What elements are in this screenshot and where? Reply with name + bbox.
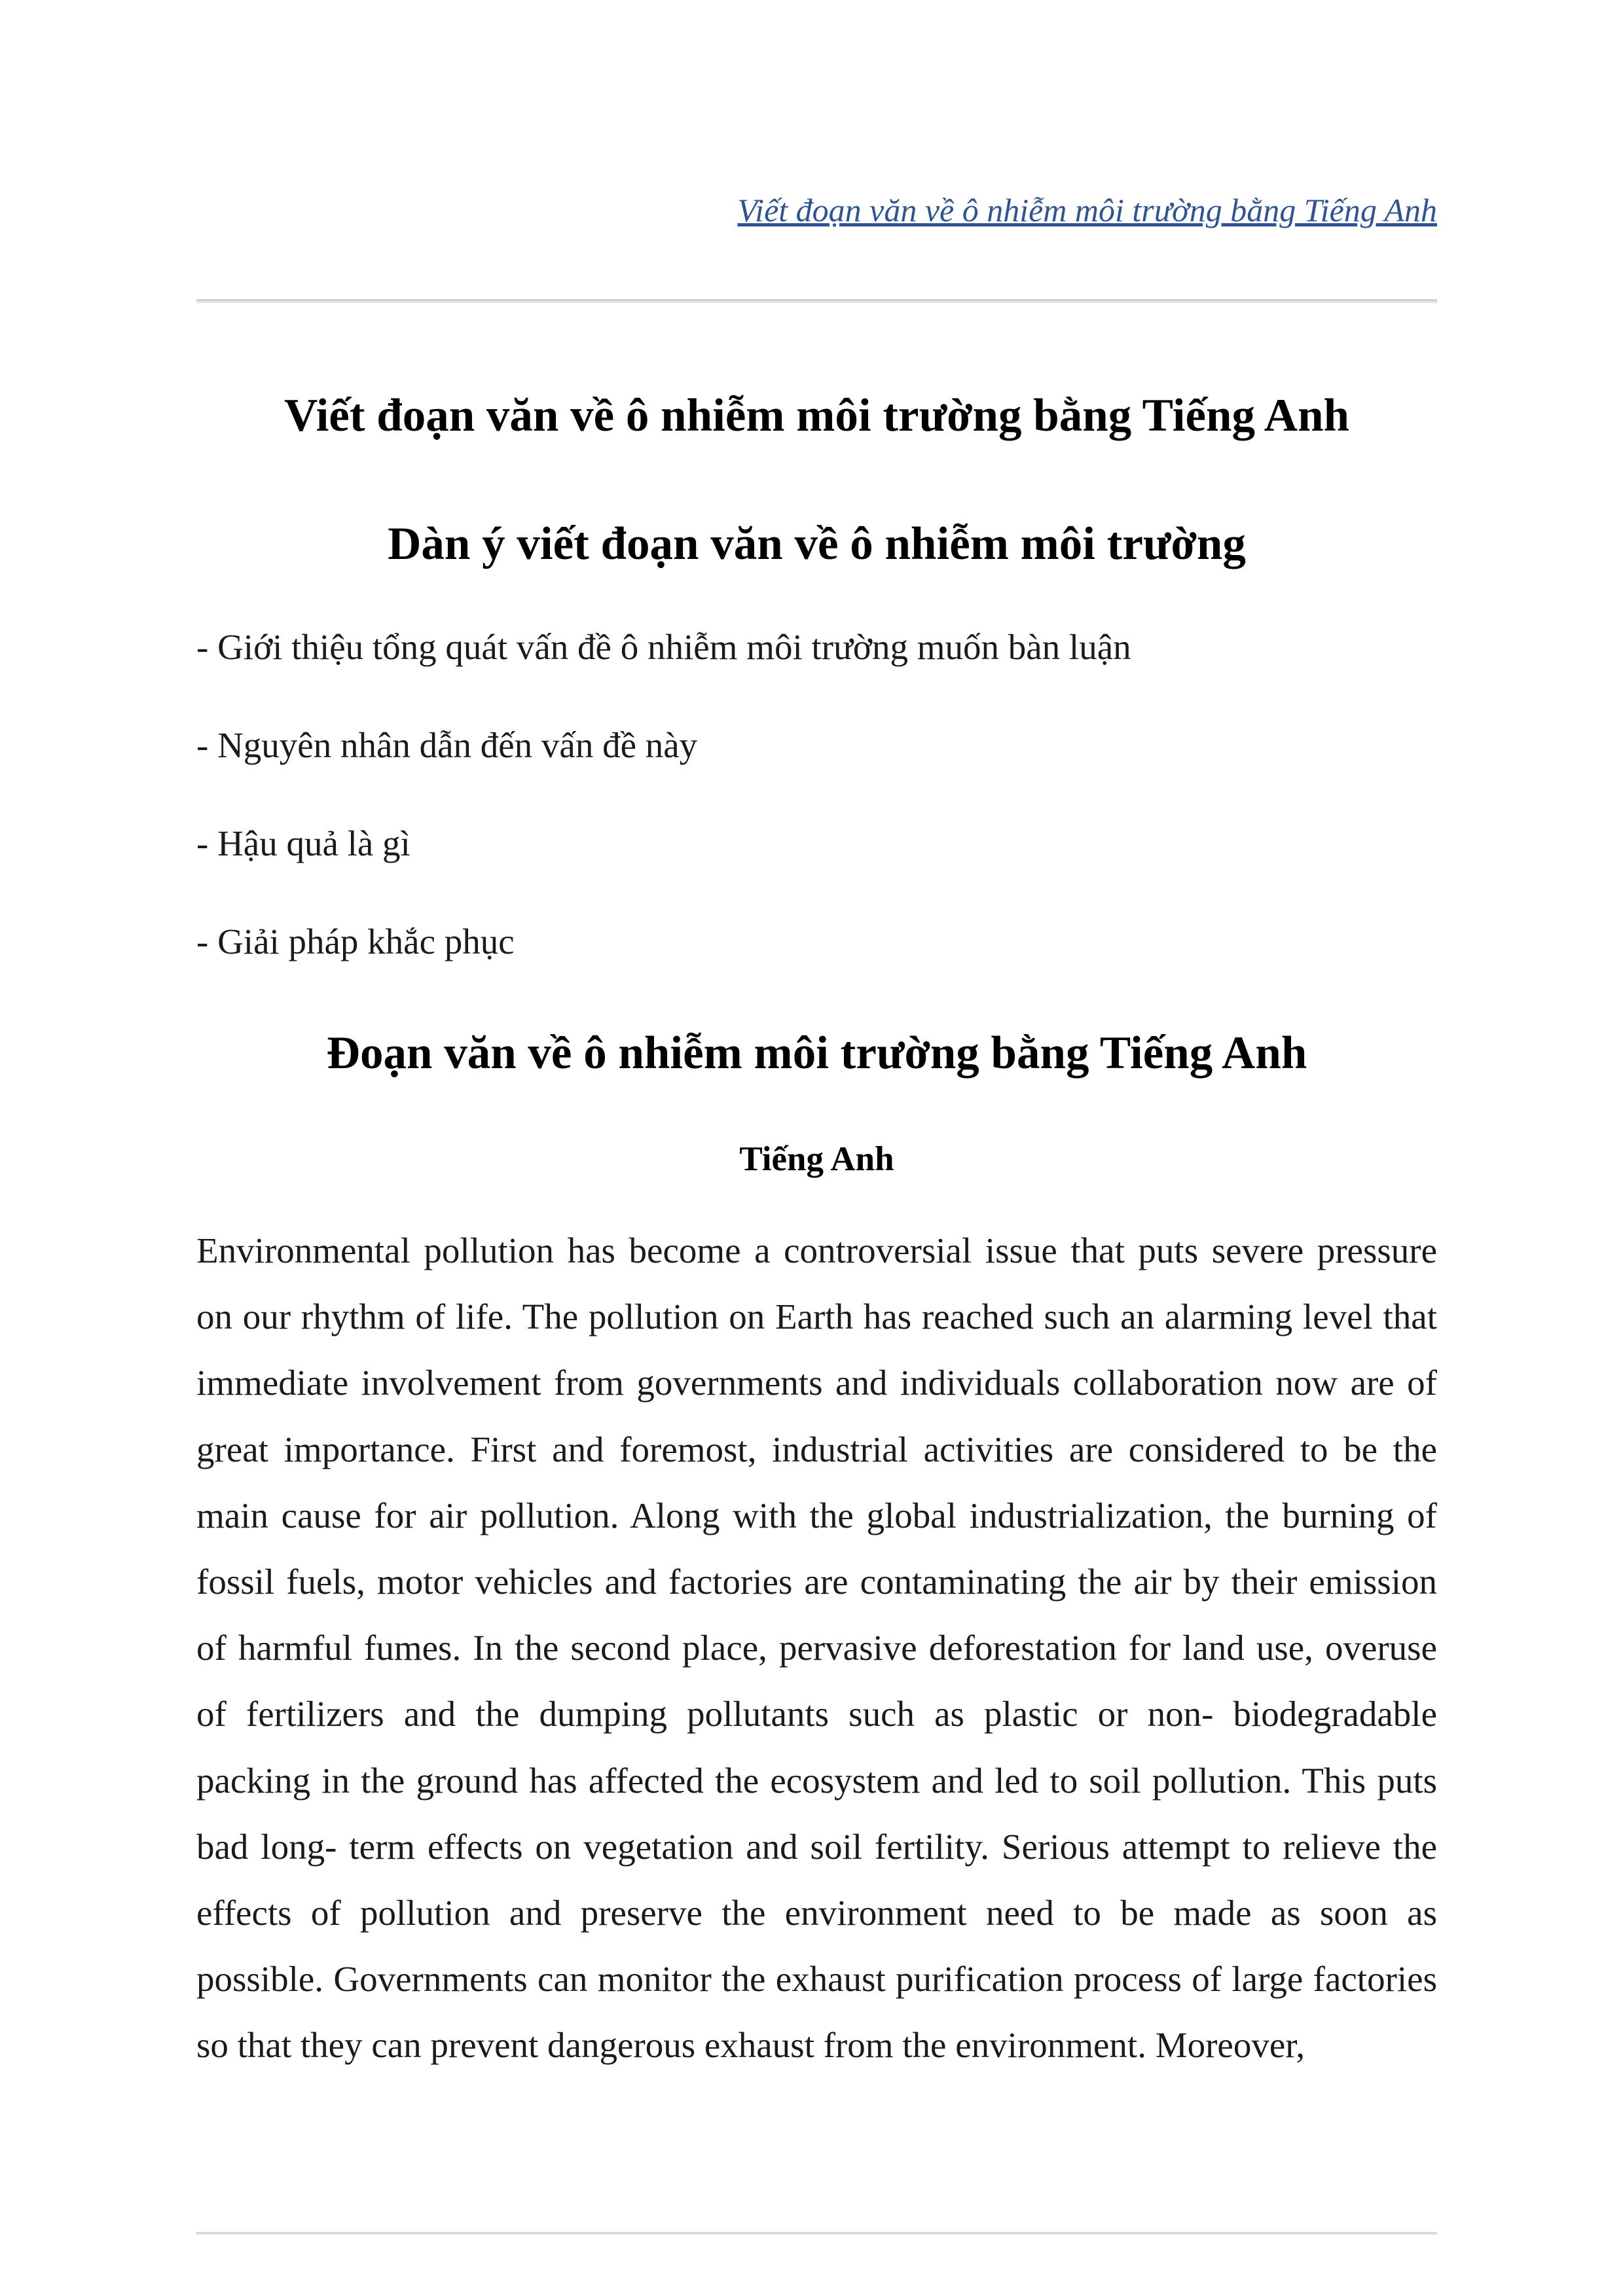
footer-divider <box>196 2232 1437 2234</box>
document-title: Viết đoạn văn về ô nhiễm môi trường bằng Tiếng Anh <box>283 390 1350 441</box>
language-heading: Tiếng Anh <box>739 1140 894 1178</box>
outline-item: - Giới thiệu tổng quát vấn đề ô nhiễm môi trường muốn bàn luận <box>196 627 1131 667</box>
outline-item: - Hậu quả là gì <box>196 823 410 863</box>
outline-item: - Nguyên nhân dẫn đến vấn đề này <box>196 725 698 765</box>
document-body <box>196 367 1437 2079</box>
outline-list <box>196 598 1437 991</box>
header-divider <box>196 299 1437 303</box>
outline-item: - Giải pháp khắc phục <box>196 922 515 961</box>
body-paragraph: Environmental pollution has become a controversial issue that puts severe pressure on our rhythm of life. The pollution on Earth has reached such an alarming level that immediate involvement from governments and individuals collaboration now are of great importance. First and foremost, industrial activities are considered to be the main cause for air pollution. Along with the global industrialization, the burning of fossil fuels, motor vehicles and factories are contaminating the air by their emission of harmful fumes. In the second place, pervasive deforestation for land use, overuse of fertilizers and the dumping pollutants such as plastic or non- biodegradable packing in the ground has affected the ecosystem and led to soil pollution. This puts bad long- term effects on vegetation and soil fertility. Serious attempt to relieve the effects of pollution and preserve the environment need to be made as soon as possible. Governments can monitor the exhaust purification process of large factories so that they can prevent dangerous exhaust from the environment. Moreover, <box>196 1230 1437 2066</box>
header-link[interactable]: Viết đoạn văn về ô nhiễm môi trường bằng Tiếng Anh <box>737 192 1437 228</box>
section-heading: Đoạn văn về ô nhiễm môi trường bằng Tiếng Anh <box>326 1028 1307 1079</box>
outline-heading: Dàn ý viết đoạn văn về ô nhiễm môi trường <box>388 518 1246 569</box>
